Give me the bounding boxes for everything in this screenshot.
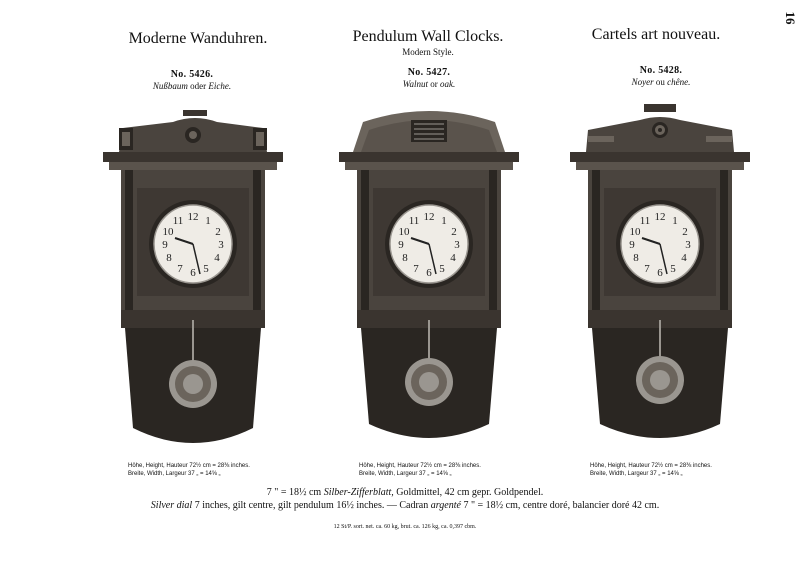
svg-text:6: 6 [657, 267, 663, 279]
clock-illustration-5426 [103, 108, 283, 453]
svg-text:3: 3 [454, 239, 460, 251]
svg-text:2: 2 [215, 226, 221, 238]
svg-text:9: 9 [629, 239, 635, 251]
svg-text:1: 1 [205, 215, 211, 227]
svg-text:3: 3 [218, 239, 224, 251]
svg-text:12: 12 [423, 211, 435, 223]
description-english-french: Silver dial 7 inches, gilt centre, gilt pendulum 16½ inches. — Cadran argenté 7 " = 18½ cm, centre doré, balancier doré 42 cm. [150, 500, 660, 511]
svg-text:2: 2 [451, 226, 457, 238]
svg-text:6: 6 [426, 267, 432, 279]
svg-text:3: 3 [685, 239, 691, 251]
clock-dimensions [590, 462, 750, 478]
clock-illustration-5428 [570, 102, 750, 447]
svg-text:5: 5 [439, 263, 445, 275]
svg-text:8: 8 [633, 252, 639, 264]
heading-french: Cartels art nouveau. [591, 26, 721, 43]
dimension-width: Breite, Width, Largeur 37 „ = 14⅝ „ [359, 471, 452, 477]
svg-text:7: 7 [644, 263, 650, 275]
svg-text:12: 12 [187, 211, 199, 223]
dimension-height: Höhe, Height, Hauteur 72½ cm = 28⅜ inches. [128, 463, 250, 469]
svg-text:1: 1 [672, 215, 678, 227]
clock-dimensions [359, 462, 519, 478]
svg-text:5: 5 [670, 263, 676, 275]
clock-illustration-5427 [339, 102, 519, 447]
svg-text:2: 2 [682, 226, 688, 238]
clock-dimensions [128, 462, 288, 478]
svg-text:9: 9 [398, 239, 404, 251]
clock-number: No. 5426. [170, 69, 214, 80]
clock-number: No. 5427. [407, 67, 451, 78]
dimension-width: Breite, Width, Largeur 37 „ = 14⅝ „ [590, 471, 683, 477]
svg-text:7: 7 [413, 263, 419, 275]
packing-footer: 12 St/P. sort. net. ca. 60 kg, brut. ca. 126 kg, ca. 0,397 cbm. [333, 524, 477, 530]
svg-text:8: 8 [402, 252, 408, 264]
svg-text:4: 4 [450, 252, 456, 264]
svg-text:11: 11 [408, 215, 420, 227]
svg-text:10: 10 [629, 226, 641, 238]
svg-text:4: 4 [681, 252, 687, 264]
svg-text:6: 6 [190, 267, 196, 279]
dimension-width: Breite, Width, Largeur 37 „ = 14⅝ „ [128, 471, 221, 477]
heading-english: Pendulum Wall Clocks. [352, 28, 504, 45]
clock-number: No. 5428. [639, 65, 683, 76]
svg-text:11: 11 [172, 215, 184, 227]
clock-wood: Nußbaum oder Eiche. [152, 81, 232, 91]
description-german: 7 " = 18½ cm Silber-Zifferblatt, Goldmittel, 42 cm gepr. Goldpendel. [266, 487, 544, 498]
svg-text:5: 5 [203, 263, 209, 275]
dimension-height: Höhe, Height, Hauteur 72½ cm = 28⅜ inches. [359, 463, 481, 469]
svg-text:8: 8 [166, 252, 172, 264]
svg-text:4: 4 [214, 252, 220, 264]
svg-text:10: 10 [162, 226, 174, 238]
svg-text:9: 9 [162, 239, 168, 251]
clock-wood: Walnut or oak. [402, 79, 456, 89]
page-number: 16 [783, 11, 798, 25]
svg-text:1: 1 [441, 215, 447, 227]
svg-text:11: 11 [639, 215, 651, 227]
heading-german: Moderne Wanduhren. [128, 30, 268, 47]
svg-text:10: 10 [398, 226, 410, 238]
svg-text:7: 7 [177, 263, 183, 275]
heading-english-sub: Modern Style. [402, 47, 454, 57]
clock-wood: Noyer ou chêne. [631, 77, 691, 87]
dimension-height: Höhe, Height, Hauteur 72½ cm = 28⅜ inches. [590, 463, 712, 469]
svg-text:12: 12 [654, 211, 666, 223]
